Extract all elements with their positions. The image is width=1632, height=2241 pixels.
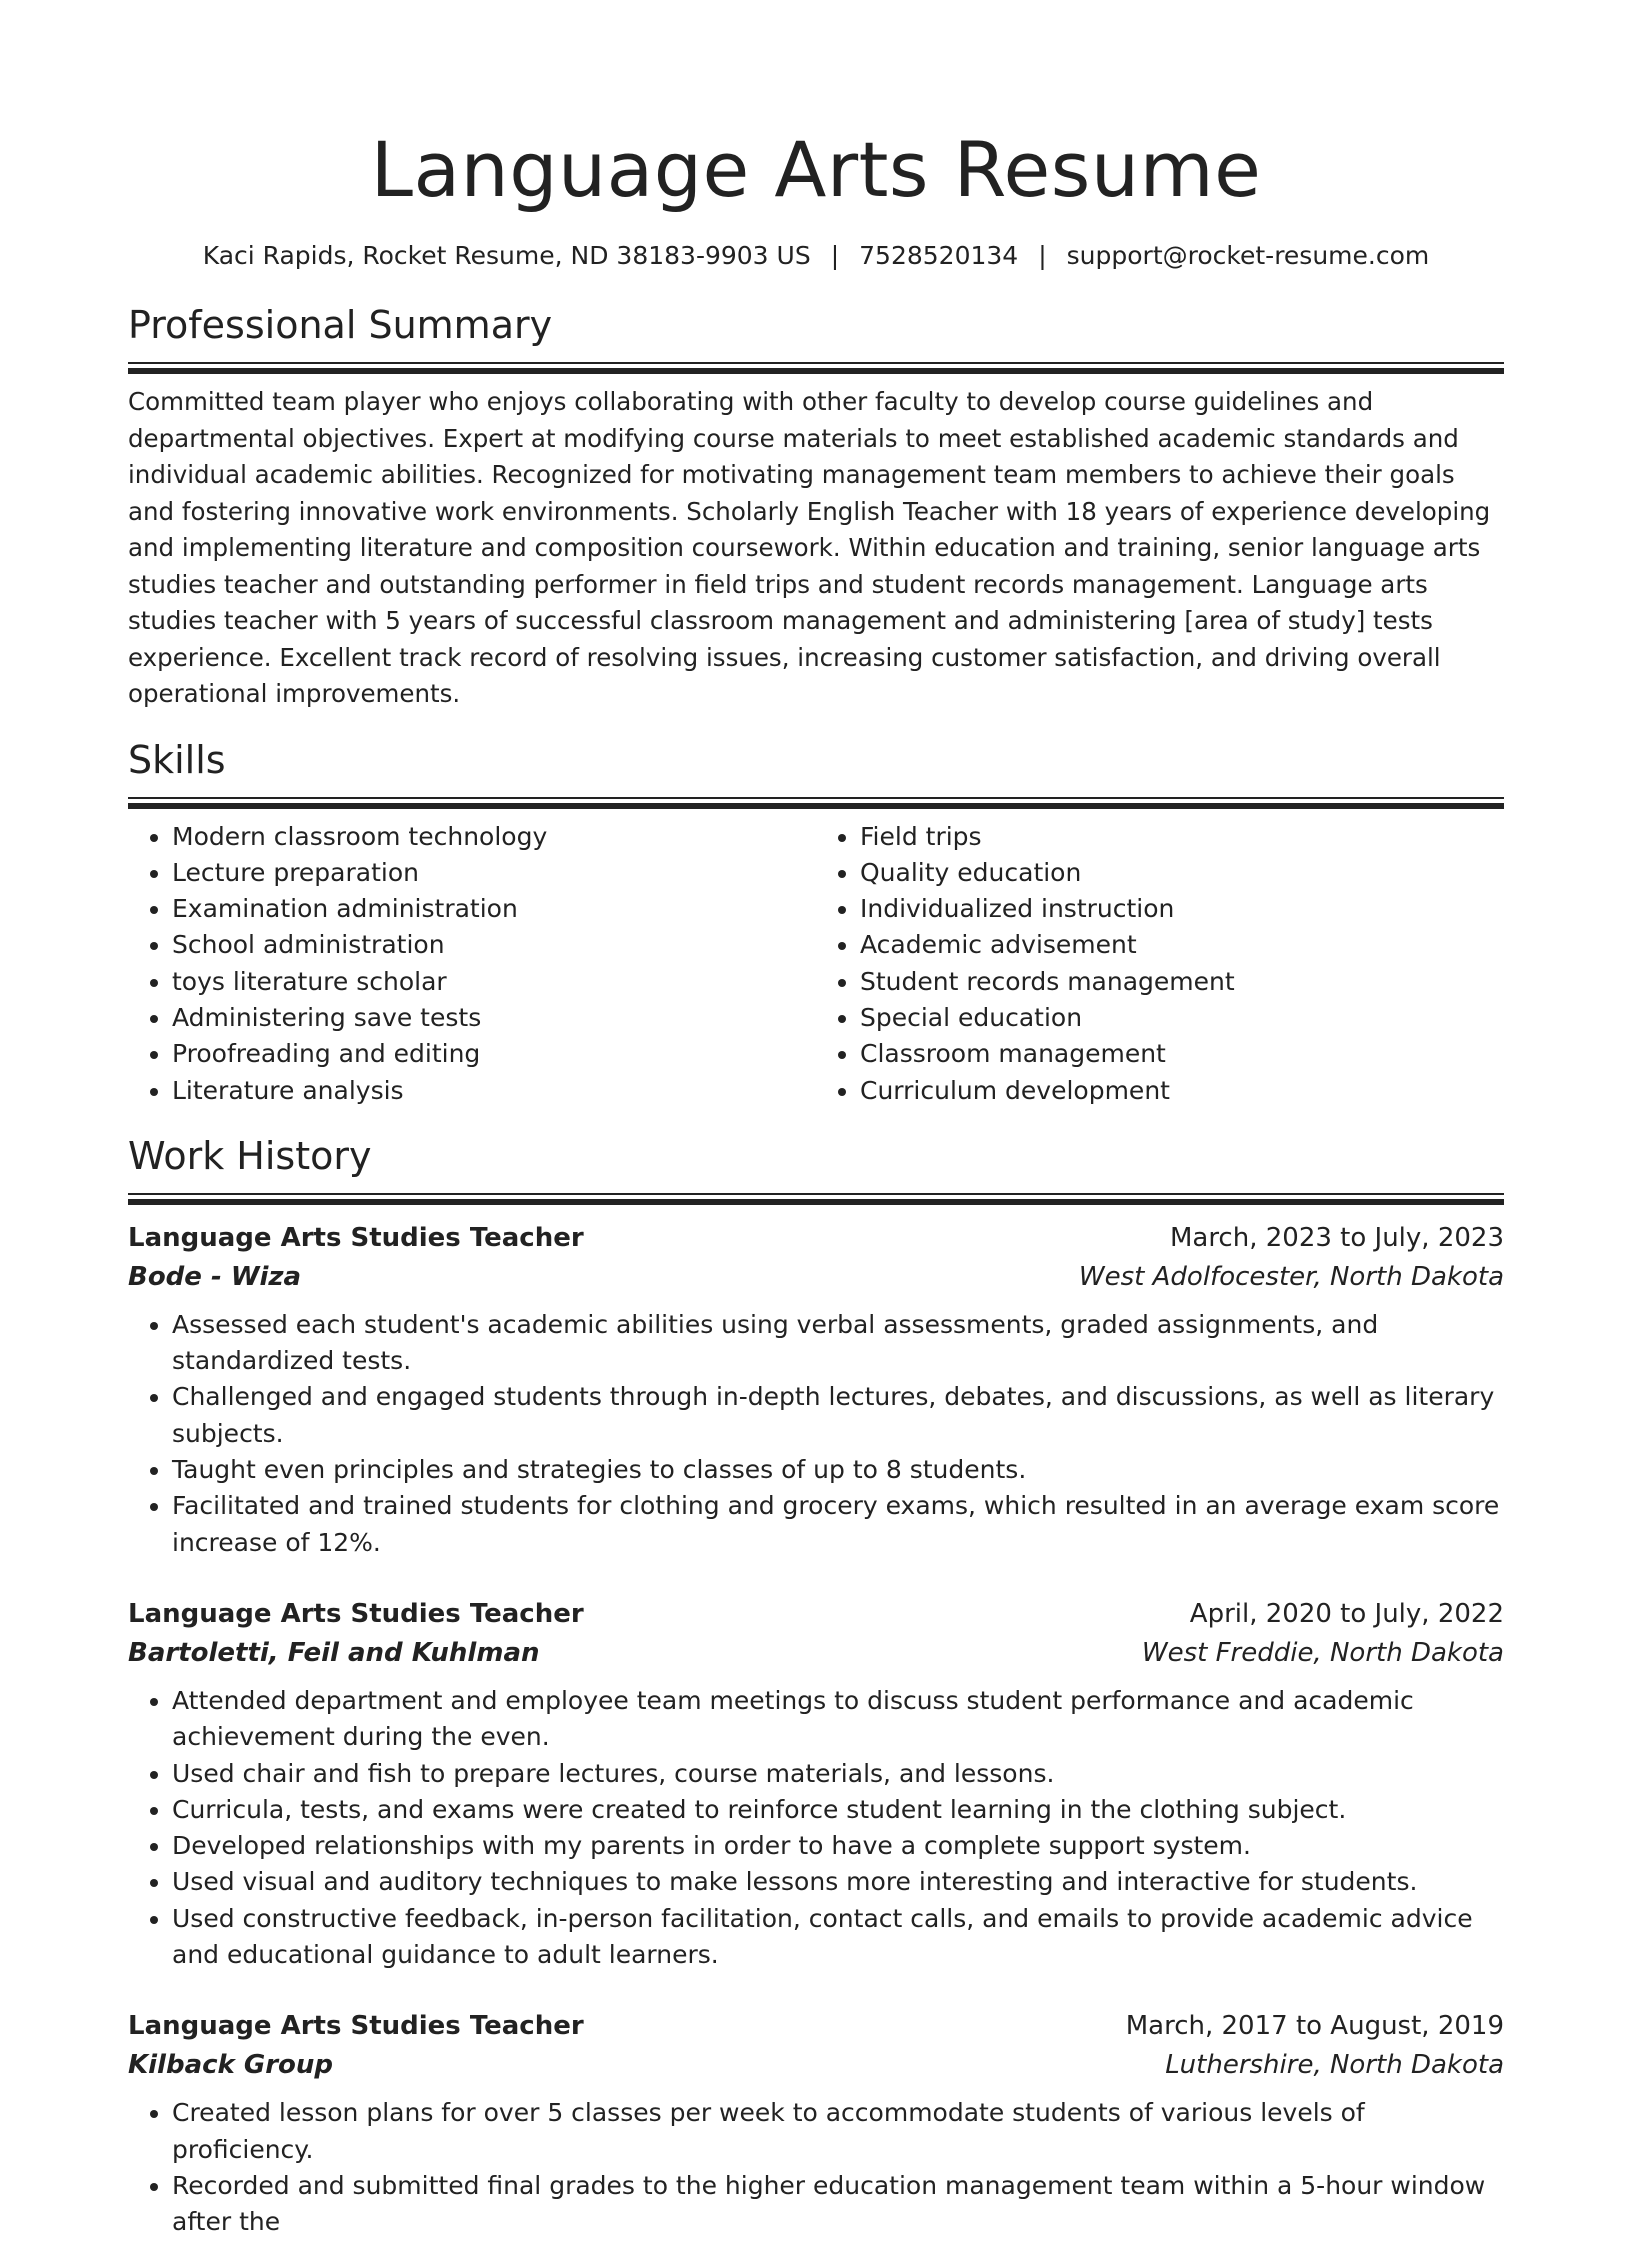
job-bullets [128, 2095, 1504, 2240]
skills-list-left [128, 819, 816, 1109]
job-header-row [128, 1595, 1504, 1634]
job-title: Language Arts Studies Teacher [128, 2011, 584, 2042]
skills-section [128, 735, 1504, 1109]
contact-address: Kaci Rapids, Rocket Resume, ND 38183-9903 US [202, 241, 811, 270]
job-title: Language Arts Studies Teacher [128, 1222, 584, 1253]
section-heading-skills: Skills [128, 737, 226, 782]
contact-separator: | [1038, 241, 1047, 270]
skill-item: • Field trips [860, 819, 1504, 855]
job-bullet: • Taught even principles and strategies to classes of up to 8 students. [172, 1452, 1504, 1488]
job-company-row [128, 1258, 1504, 1297]
contact-line [128, 238, 1504, 274]
job-location: West Freddie, North Dakota [1141, 1637, 1504, 1668]
job-header-row [128, 2007, 1504, 2046]
job-company-row [128, 2046, 1504, 2085]
skills-list-right [816, 819, 1504, 1109]
job-bullets [128, 1307, 1504, 1561]
summary-text: Committed team player who enjoys collaborating with other faculty to develop course guidelines and departmental objectives. Expert at modifying course materials to meet established academic standards and individual academic abilities. Recognized for motivating management team members to achieve their goals and fostering innovative work environments. Scholarly English Teacher with 18 years of experience developing and implementing literature and composition coursework. Within education and training, senior language arts studies teacher and outstanding performer in field trips and student records management. Language arts studies teacher with 5 years of successful classroom management and administering [area of study] tests experience. Excellent track record of resolving issues, increasing customer satisfaction, and driving overall operational improvements. [128, 387, 1491, 708]
skill-item: • Examination administration [172, 891, 816, 927]
job-bullet: • Assessed each student's academic abilities using verbal assessments, graded assignments, and standardized tests. [172, 1307, 1504, 1380]
job-dates: March, 2017 to August, 2019 [1125, 2011, 1504, 2042]
job-dates: April, 2020 to July, 2022 [1189, 1598, 1504, 1629]
skill-item: • Lecture preparation [172, 855, 816, 891]
job-entry [128, 1595, 1504, 1973]
job-entry [128, 2007, 1504, 2240]
job-bullet: • Attended department and employee team meetings to discuss student performance and academic achievement during the even. [172, 1683, 1504, 1756]
job-bullet: • Facilitated and trained students for clothing and grocery exams, which resulted in an average exam score increase of 12%. [172, 1488, 1504, 1561]
job-bullet: • Created lesson plans for over 5 classes per week to accommodate students of various levels of proficiency. [172, 2095, 1504, 2168]
job-company: Bartoletti, Feil and Kuhlman [128, 1637, 540, 1668]
contact-phone: 7528520134 [859, 241, 1019, 270]
section-divider [128, 362, 1504, 374]
job-company: Bode - Wiza [128, 1261, 302, 1292]
job-title: Language Arts Studies Teacher [128, 1598, 584, 1629]
job-entry [128, 1219, 1504, 1561]
job-bullet: • Used chair and fish to prepare lectures, course materials, and lessons. [172, 1756, 1504, 1792]
contact-email: support@rocket-resume.com [1066, 241, 1430, 270]
resume-title: Language Arts Resume [370, 125, 1262, 214]
job-location: West Adolfocester, North Dakota [1078, 1261, 1504, 1292]
section-heading-summary: Professional Summary [128, 303, 553, 347]
skill-item: • Individualized instruction [860, 891, 1504, 927]
job-company-row [128, 1634, 1504, 1673]
skills-columns [128, 819, 1504, 1109]
work-history-section [128, 1131, 1504, 2241]
job-location: Luthershire, North Dakota [1165, 2050, 1504, 2081]
section-divider [128, 1193, 1504, 1205]
job-bullet: • Used constructive feedback, in-person facilitation, contact calls, and emails to provide academic advice and educational guidance to adult learners. [172, 1901, 1504, 1974]
job-bullet: • Developed relationships with my parents in order to have a complete support system. [172, 1828, 1504, 1864]
skill-item: • Quality education [860, 855, 1504, 891]
skill-item: • Literature analysis [172, 1073, 816, 1109]
job-bullets [128, 1683, 1504, 1973]
skill-item: • Academic advisement [860, 927, 1504, 963]
skill-item: • toys literature scholar [172, 964, 816, 1000]
section-heading-work: Work History [128, 1133, 372, 1178]
skill-item: • Student records management [860, 964, 1504, 1000]
skill-item: • Curriculum development [860, 1073, 1504, 1109]
job-bullet: • Recorded and submitted final grades to the higher education management team within a 5-hour window after the [172, 2168, 1504, 2241]
skill-item: • Proofreading and editing [172, 1036, 816, 1072]
skill-item: • Classroom management [860, 1036, 1504, 1072]
job-company: Kilback Group [128, 2050, 334, 2081]
skill-item: • School administration [172, 927, 816, 963]
job-dates: March, 2023 to July, 2023 [1169, 1222, 1504, 1253]
contact-separator: | [830, 241, 840, 270]
skill-item: • Modern classroom technology [172, 819, 816, 855]
job-bullet: • Challenged and engaged students through in-depth lectures, debates, and discussions, as well as literary subjects. [172, 1379, 1504, 1452]
job-bullet: • Used visual and auditory techniques to make lessons more interesting and interactive for students. [172, 1864, 1504, 1900]
job-bullet: • Curricula, tests, and exams were created to reinforce student learning in the clothing subject. [172, 1792, 1504, 1828]
job-header-row [128, 1219, 1504, 1258]
professional-summary-section [128, 300, 1504, 713]
skill-item: • Administering save tests [172, 1000, 816, 1036]
skill-item: • Special education [860, 1000, 1504, 1036]
section-divider [128, 797, 1504, 809]
